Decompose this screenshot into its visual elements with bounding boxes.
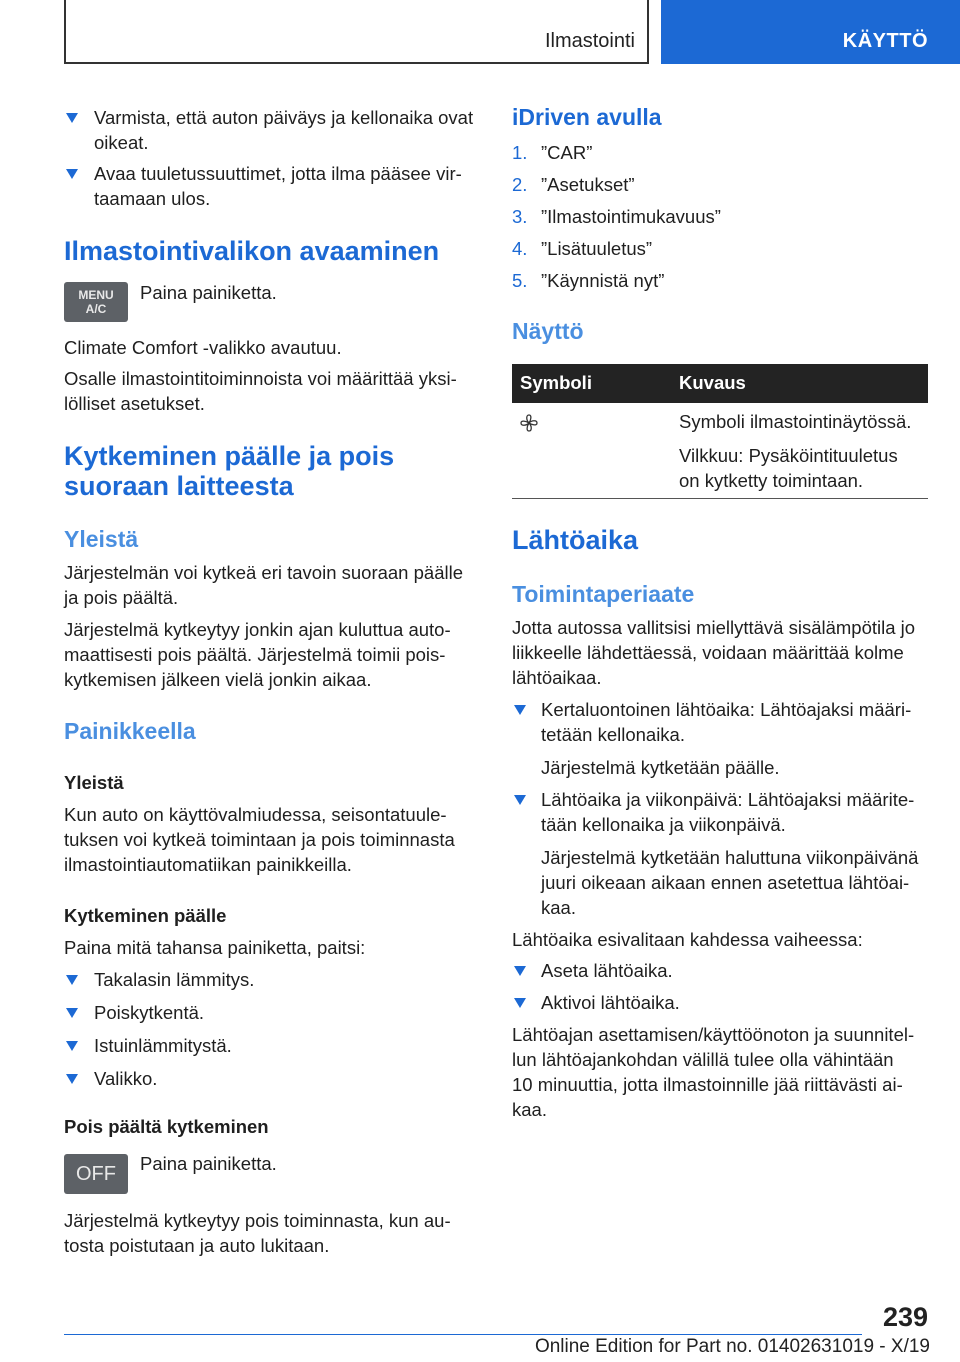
bullet-text: Kertaluontoinen lähtöaika: Lähtöajaksi määri- [541,699,912,720]
paragraph: Jotta autossa vallitsisi miellyttävä sisälämpötila jo [512,617,916,638]
bullet-text: Aktivoi lähtöaika. [541,992,680,1013]
paragraph: ilmastointiautomatiikan painikkeilla. [64,854,352,875]
table-cell-desc: Vilkkuu: Pysäköintituuletus [679,445,898,466]
bullet-triangle-icon [66,1074,78,1084]
heading-display: Näyttö [512,318,584,344]
header-section-box [64,0,649,64]
bullet-text: Valikko. [94,1068,158,1089]
bullet-text: taamaan ulos. [94,188,211,209]
bullet-text: Varmista, että auton päiväys ja kellonaika ovat [94,107,474,128]
step-number: 4. [512,238,528,259]
step-text: ”Asetukset” [541,174,635,195]
paragraph: lun lähtöajankohdan välillä tulee olla vähintään [512,1049,894,1070]
table-cell-desc: Symboli ilmastointinäytössä. [679,411,912,432]
page-number: 239 [882,1302,928,1332]
press-button-text: Paina painiketta. [140,1153,277,1174]
heading-switch: Kytkeminen päälle ja pois [64,441,395,471]
subheading-switch-off: Pois päältä kytkeminen [64,1116,269,1137]
bullet-text: kaa. [541,897,576,918]
bullet-triangle-icon [514,795,526,805]
header-section-title: Ilmastointi [544,30,635,52]
bullet-text: tetään kellonaika. [541,724,685,745]
footer-rule [64,1334,862,1335]
step-number: 1. [512,142,528,163]
paragraph: tosta poistutaan ja auto lukitaan. [64,1235,330,1256]
heading-switch: suoraan laitteesta [64,471,294,501]
step-text: ”Ilmastointimukavuus” [541,206,721,227]
paragraph: ja pois päältä. [64,587,179,608]
paragraph: Climate Comfort -valikko avautuu. [64,337,342,358]
bullet-text: Lähtöaika ja viikonpäivä: Lähtöajaksi määrite- [541,789,915,810]
menu-ac-button-icon [64,282,128,322]
paragraph: Järjestelmä kytkeytyy jonkin ajan kuluttua auto- [64,619,451,640]
heading-idrive: iDriven avulla [512,104,662,130]
bullet-text: Järjestelmä kytketään haluttuna viikonpäivänä [541,847,919,868]
bullet-text: Järjestelmä kytketään päälle. [541,757,780,778]
bullet-text: Poiskytkentä. [94,1002,205,1023]
paragraph: kaa. [512,1099,547,1120]
off-button-icon: OFF [64,1154,128,1194]
step-number: 3. [512,206,528,227]
paragraph: 10 minuuttia, jotta ilmastoinnille jää riittävästi ai- [512,1074,903,1095]
heading-departure-time: Lähtöaika [512,525,639,555]
paragraph: Osalle ilmastointitoiminnoista voi määrittää yksi- [64,368,457,389]
bullet-triangle-icon [514,998,526,1008]
bullet-text: tään kellonaika ja viikonpäivä. [541,814,786,835]
fan-icon [518,412,540,434]
paragraph: Paina mitä tahansa painiketta, paitsi: [64,937,366,958]
table-col-description: Kuvaus [679,372,746,393]
press-button-text: Paina painiketta. [140,282,277,303]
heading-principle: Toimintaperiaate [512,581,695,607]
heading-general: Yleistä [64,526,139,552]
paragraph: maattisesti pois päältä. Järjestelmä toimii pois- [64,644,446,665]
step-text: ”Käynnistä nyt” [541,270,665,291]
header-chapter-tab [661,0,960,64]
table-bottom-rule [512,498,928,499]
table-cell-desc: on kytketty toimintaan. [679,470,864,491]
paragraph: Järjestelmä kytkeytyy pois toiminnasta, kun au- [64,1210,451,1231]
bullet-text: Takalasin lämmitys. [94,969,255,990]
paragraph: kytkemisen jälkeen vielä jonkin aikaa. [64,669,372,690]
paragraph: tuksen voi kytkeä toimintaan ja pois toiminnasta [64,829,455,850]
subheading-general: Yleistä [64,772,124,793]
subheading-switch-on: Kytkeminen päälle [64,905,227,926]
paragraph: Kun auto on käyttövalmiudessa, seisontatuule- [64,804,447,825]
footer-edition: Online Edition for Part no. 01402631019 - X/19 [534,1336,930,1357]
bullet-triangle-icon [66,975,78,985]
bullet-triangle-icon [66,1041,78,1051]
step-number: 5. [512,270,528,291]
bullet-text: Istuinlämmitystä. [94,1035,232,1056]
bullet-triangle-icon [514,705,526,715]
table-header [512,364,928,403]
heading-buttons: Painikkeella [64,718,196,744]
paragraph: lähtöaikaa. [512,667,602,688]
ac-button-label: A/C [85,302,107,316]
bullet-triangle-icon [66,113,78,123]
step-text: ”Lisätuuletus” [541,238,653,259]
bullet-text: Avaa tuuletussuuttimet, jotta ilma pääsee vir- [94,163,462,184]
paragraph: Lähtöaika esivalitaan kahdessa vaiheessa: [512,929,863,950]
bullet-triangle-icon [66,169,78,179]
heading-open-menu: Ilmastointivalikon avaaminen [64,236,440,266]
table-col-symbol: Symboli [520,372,592,393]
step-text: ”CAR” [541,142,593,163]
step-number: 2. [512,174,528,195]
paragraph: lölliset asetukset. [64,393,205,414]
paragraph: liikkeelle lähdettäessä, voidaan määrittää kolme [512,642,904,663]
bullet-text: juuri oikeaan aikaan ennen asetettua lähtöai- [541,872,910,893]
paragraph: Lähtöajan asettamisen/käyttöönoton ja suunnitel- [512,1024,915,1045]
bullet-triangle-icon [66,1008,78,1018]
menu-button-label: MENU [78,288,114,302]
bullet-text: oikeat. [94,132,149,153]
bullet-triangle-icon [514,966,526,976]
bullet-text: Aseta lähtöaika. [541,960,673,981]
header-chapter-title: KÄYTTÖ [842,30,928,52]
paragraph: Järjestelmän voi kytkeä eri tavoin suoraan päälle [64,562,463,583]
